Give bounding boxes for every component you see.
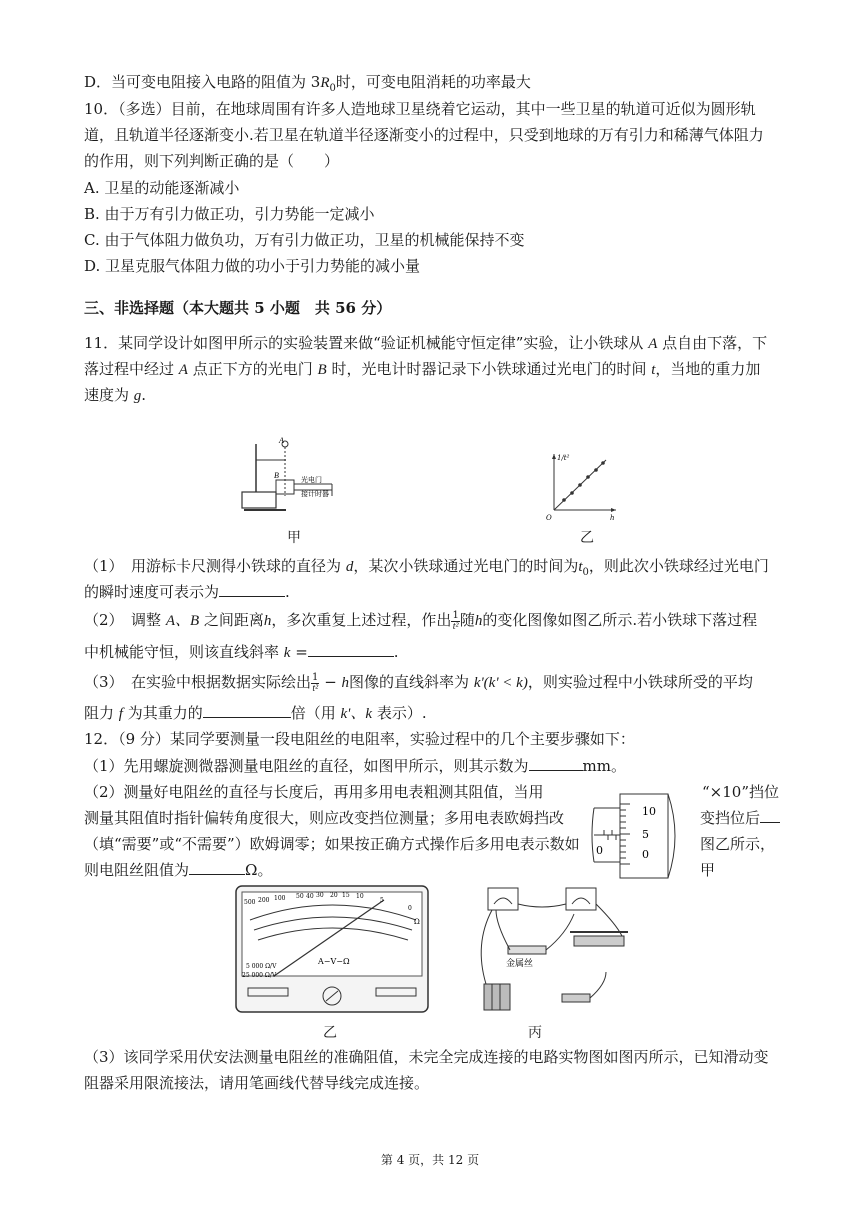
q10-option-d: D. 卫星克服气体阻力做的功小于引力势能的减小量 [84,257,421,275]
meter-omega: Ω [414,918,420,926]
q11-stem-line3: 速度为 g. [84,386,147,404]
q12-part1: （1）先用螺旋测微器测量电阻丝的直径，如图甲所示，则其示数为 mm。 [84,757,626,775]
meter-scale-10: 10 [356,893,364,900]
q11-part2-line1: （2） 调整 A、B 之间距离h，多次重复上述过程，作出 $\frac{1}{\text{t²}}$ 随h的变化图像如图乙所示.若小铁球下落过程 [84,609,758,632]
meter-mode: A−V−Ω [318,957,350,966]
label-a: A [279,436,284,445]
q12-part2-right3: 图乙所示， [700,835,776,853]
meter-scale-200: 200 [258,897,270,904]
q11-part1-line2: 的瞬时速度可表示为 . [84,583,290,601]
q12-part2-right2: 变挡位后 [700,808,780,828]
q12-part3-line1: （3）该同学采用伏安法测量电阻丝的准确阻值，未完全完成连接的电路实物图如图丙所示，已知滑动变 [84,1048,769,1066]
q12-part2-right1: “×10”挡位 [702,783,779,801]
q10-option-a: A. 卫星的动能逐渐减小 [84,179,240,197]
answer-blank[interactable] [189,860,245,875]
q12-part2-line1: （2）测量好电阻丝的直径与长度后，再用多用电表粗测其阻值，当用 [84,783,544,801]
q10-stem-line1: 10．（多选）目前，在地球周围有许多人造地球卫星绕着它运动，其中一些卫星的轨道可近似为圆形轨 [84,100,756,118]
answer-blank[interactable] [529,756,583,771]
q11-part1-line1: （1） 用游标卡尺测得小铁球的直径为 d，某次小铁球通过光电门的时间为$t_0$，则此次小铁球经过光电门 [84,557,769,578]
q12-part3-line2: 阻器采用限流接法，请用笔画线代替导线完成连接。 [84,1074,430,1092]
micrometer-figure [590,790,690,882]
meter-scale-15: 15 [342,892,350,899]
q11-part3-line2: 阻力 f 为其重力的 倍（用 k'、k 表示）. [84,704,427,722]
answer-blank[interactable] [308,642,394,657]
meter-scale-500: 500 [244,899,256,906]
q12-stem: 12．（9 分）某同学要测量一段电阻丝的电阻率，实验过程中的几个主要步骤如下： [84,730,635,748]
fraction-1-over-t2: $\frac{1}{\text{t²}}$ [312,671,319,694]
q12-part2-line3: （填“需要”或“不需要”）欧姆调零；如果按正确方式操作后多用电表示数如 [84,835,580,853]
apparatus-figure [236,436,356,526]
meter-scale-5: 5 [380,897,384,904]
graph-origin-label: O [546,514,552,522]
q9-option-d: D．当可变电阻接入电路的阻值为 $3R_0$时，可变电阻消耗的功率最大 [84,73,531,94]
micrometer-tick-5: 5 [642,828,649,841]
timer-label: 接计时器 [301,490,329,498]
meter-spec-2: 25 000 Ω/V [242,972,277,979]
q12-part2-line2: 测量其阻值时指针偏转角度很大，则应改变挡位测量；多用电表欧姆挡改 [84,809,565,827]
label-b: B [274,471,279,480]
q11-part3-line1: （3） 在实验中根据数据实际绘出 $\frac{1}{\text{t²}}$ − h图像的直线斜率为 k'(k' < k)，则实验过程中小铁球所受的平均 [84,671,753,694]
q12-fig-jia-caption: 甲 [700,861,716,879]
meter-scale-50: 50 [296,893,304,900]
q10-stem-line3: 的作用，则下列判断正确的是（ ） [84,152,340,170]
circuit-figure [466,884,656,1018]
fig-yi-meter-caption: 乙 [323,1025,337,1041]
meter-scale-20: 20 [330,892,338,899]
q11-stem-line1: 11．某同学设计如图甲所示的实验装置来做“验证机械能守恒定律”实验，让小铁球从 A 点自由下落，下 [84,334,768,352]
answer-blank[interactable] [760,808,780,823]
micrometer-sleeve-0: 0 [596,844,603,857]
fig-jia-caption: 甲 [287,530,301,546]
fig-bing-caption: 丙 [528,1025,542,1041]
fraction-1-over-t2: $\frac{1}{\text{t²}}$ [452,609,459,632]
fig-yi-caption: 乙 [580,530,594,546]
meter-scale-30: 30 [316,892,324,899]
micrometer-tick-10: 10 [642,805,656,818]
wire-label: 金属丝 [506,959,534,969]
q10-option-c: C. 由于气体阻力做负功，万有引力做正功，卫星的机械能保持不变 [84,231,525,249]
graph-y-axis-label: 1/t² [557,454,570,462]
q10-option-b: B. 由于万有引力做正功，引力势能一定减小 [84,205,375,223]
meter-scale-40: 40 [306,893,314,900]
q11-part2-line2: 中机械能守恒，则该直线斜率 k = . [84,643,399,661]
answer-blank[interactable] [203,703,291,718]
section-heading: 三、非选择题（本大题共 5 小题 共 56 分） [84,299,392,317]
meter-spec-1: 5 000 Ω/V [246,963,277,970]
q12-part2-line4: 则电阻丝阻值为 Ω。 [84,861,273,879]
page-footer: 第 4 页，共 12 页 [380,1153,480,1167]
q11-stem-line2: 落过程中经过 A 点正下方的光电门 B 时，光电计时器记录下小铁球通过光电门的时间 t，当地的重力加 [84,360,761,378]
photogate-label: 光电门 [301,476,322,484]
q10-stem-line2: 道，且轨道半径逐渐变小.若卫星在轨道半径逐渐变小的过程中，只受到地球的万有引力和稀薄气体阻力 [84,126,764,144]
micrometer-tick-0: 0 [642,848,649,861]
multimeter-figure [234,884,430,1014]
meter-scale-0: 0 [408,905,412,912]
meter-scale-100: 100 [274,895,286,902]
graph-x-axis-label: h [610,514,615,522]
graph-figure [540,450,620,522]
answer-blank[interactable] [219,582,285,597]
